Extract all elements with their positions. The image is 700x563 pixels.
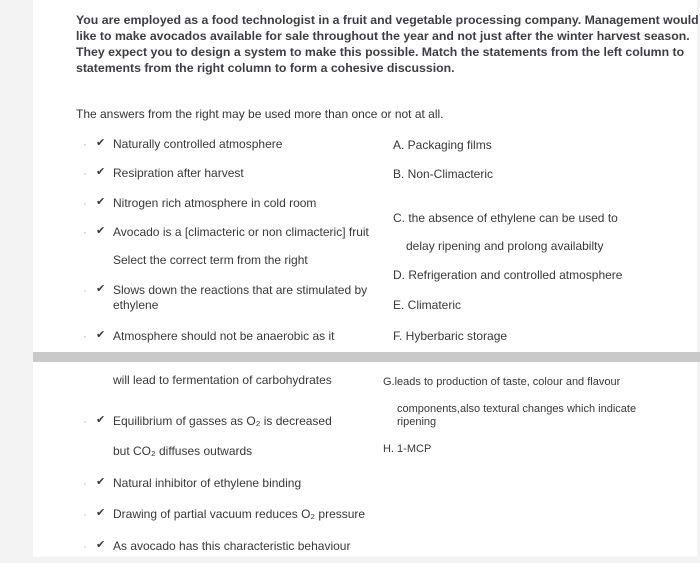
option-g: G.leads to production of taste, colour and flavour [383, 376, 621, 388]
match-item-label: Avocado is a [climacteric or non climacteric] fruit [113, 225, 369, 239]
left-margin [0, 0, 33, 563]
option-e: E. Climateric [393, 298, 462, 312]
match-item-label: As avocado has this characteristic behaviour [113, 539, 351, 553]
section-divider [33, 352, 700, 362]
match-item-10[interactable] [83, 539, 351, 554]
match-item-3[interactable] [83, 196, 317, 211]
bottom-margin [0, 557, 700, 563]
instruction-note: The answers from the right may be used more than once or not at all. [76, 107, 444, 121]
option-c-continuation: delay ripening and prolong availabilty [406, 239, 604, 253]
match-item-1[interactable] [83, 137, 283, 152]
match-item-label: Drawing of partial vacuum reduces O₂ pressure [113, 507, 366, 521]
match-item-4[interactable] [83, 225, 369, 240]
match-item-5-continuation: ethylene [113, 298, 159, 312]
option-g-continuation-1: components,also textural changes which indicate [397, 403, 637, 415]
bullet-dot: · [83, 225, 87, 239]
match-item-label: Natural inhibitor of ethylene binding [113, 476, 302, 490]
match-item-5[interactable] [83, 283, 368, 298]
match-item-8[interactable] [83, 476, 302, 491]
option-f: F. Hyberbaric storage [393, 329, 508, 343]
match-item-label: Equilibrium of gasses as O₂ is decreased [113, 414, 332, 428]
match-item-label: Nitrogen rich atmosphere in cold room [113, 196, 317, 210]
match-item-label: Slows down the reactions that are stimulated by [113, 283, 368, 297]
match-item-6-continuation: will lead to fermentation of carbohydrates [113, 373, 332, 387]
option-h: H. 1-MCP [383, 443, 432, 455]
chevron-down-icon[interactable]: ✔ [96, 225, 106, 237]
bullet-dot: · [83, 507, 87, 521]
chevron-down-icon[interactable]: ✔ [96, 166, 106, 178]
chevron-down-icon[interactable]: ✔ [96, 283, 106, 295]
match-item-6[interactable] [83, 329, 335, 344]
chevron-down-icon[interactable]: ✔ [96, 507, 106, 519]
bullet-dot: · [83, 166, 87, 180]
bullet-dot: · [83, 476, 87, 490]
bullet-dot: · [83, 137, 87, 151]
option-a: A. Packaging films [393, 138, 492, 152]
option-b: B. Non-Climacteric [393, 167, 494, 181]
match-item-label: Atmosphere should not be anaerobic as it [113, 329, 335, 343]
option-c: C. the absence of ethylene can be used to [393, 211, 618, 225]
chevron-down-icon[interactable]: ✔ [96, 137, 106, 149]
chevron-down-icon[interactable]: ✔ [96, 196, 106, 208]
bullet-dot: · [83, 283, 87, 297]
match-item-label: Naturally controlled atmosphere [113, 137, 283, 151]
chevron-down-icon[interactable]: ✔ [96, 329, 106, 341]
bullet-dot: · [83, 414, 87, 428]
bullet-dot: · [83, 329, 87, 343]
match-item-9[interactable] [83, 507, 366, 522]
match-item-2[interactable] [83, 166, 244, 181]
chevron-down-icon[interactable]: ✔ [96, 414, 106, 426]
chevron-down-icon[interactable]: ✔ [96, 539, 106, 551]
option-d: D. Refrigeration and controlled atmosphere [393, 268, 623, 282]
match-item-7[interactable] [83, 414, 332, 429]
option-g-continuation-2: ripening [397, 416, 437, 428]
chevron-down-icon[interactable]: ✔ [96, 476, 106, 488]
bullet-dot: · [83, 539, 87, 553]
match-item-7-continuation: but CO₂ diffuses outwards [113, 444, 253, 458]
match-item-label: Resipration after harvest [113, 166, 244, 180]
question-text: You are employed as a food technologist in a fruit and vegetable processing company. Management would like to make avocados available for sale throughout the year and not just after the winter harvest season. They expect you to design a system to make this possible. Match the statements from the left column to statements from the right column to form a cohesive discussion. [76, 13, 699, 75]
bullet-dot: · [83, 196, 87, 210]
match-item-4-continuation: Select the correct term from the right [113, 253, 308, 267]
